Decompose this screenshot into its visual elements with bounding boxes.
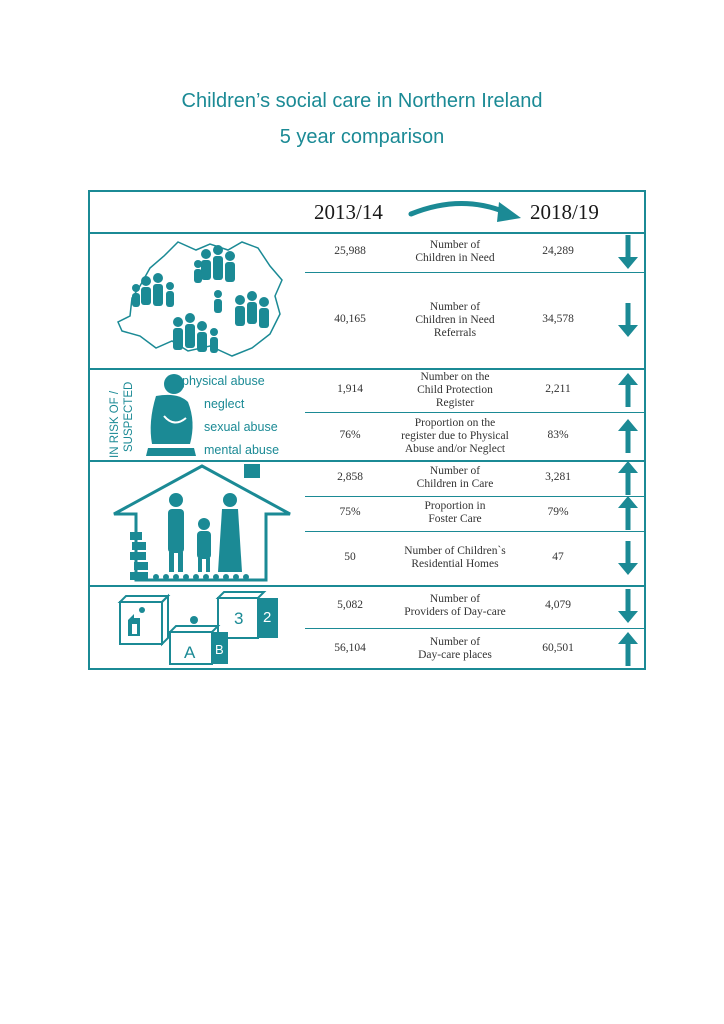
page-subtitle: 5 year comparison xyxy=(279,126,445,148)
arrow-down-icon xyxy=(616,588,640,624)
block-letter: 2 xyxy=(263,609,272,626)
row-label-line: Proportion in xyxy=(424,500,486,512)
divider xyxy=(305,272,646,273)
row-label-line: register due to Physical xyxy=(401,429,509,442)
arrow-up-icon xyxy=(616,495,640,531)
row-label xyxy=(380,417,530,456)
arrow-down-icon xyxy=(616,302,640,338)
row-label xyxy=(380,465,530,491)
row-label-line: Number of Children`s xyxy=(404,545,506,557)
row-label-line: Residential Homes xyxy=(411,558,499,570)
block-letter: A xyxy=(184,643,196,662)
row-label-line: Children in Care xyxy=(416,478,494,490)
arrow-up-icon xyxy=(616,460,640,496)
abuse-type-neglect: neglect xyxy=(204,397,245,411)
row-label-line: Foster Care xyxy=(428,513,482,525)
row-label xyxy=(380,239,530,265)
risk-label-line2: SUSPECTED xyxy=(123,381,135,452)
arrow-up-icon xyxy=(616,631,640,667)
arrow-up-icon xyxy=(616,418,640,454)
row-label xyxy=(380,636,530,662)
abuse-type-mental: mental abuse xyxy=(204,443,280,457)
arrow-down-icon xyxy=(616,540,640,576)
ni-map-people-icon xyxy=(110,236,300,364)
row-label-line: Child Protection xyxy=(417,383,493,396)
row-label-line: Register xyxy=(435,396,475,409)
row-label-line: Number of xyxy=(429,239,481,251)
arrow-up-icon xyxy=(616,372,640,408)
row-label-line: Number of xyxy=(429,300,481,313)
value-2013-14: 25,988 xyxy=(334,245,366,257)
value-2018-19: 2,211 xyxy=(545,383,571,395)
abuse-type-physical: physical abuse xyxy=(182,374,265,388)
value-2013-14: 56,104 xyxy=(334,642,366,654)
row-label-line: Proportion on the xyxy=(414,416,496,429)
row-label xyxy=(380,545,530,571)
value-2018-19: 47 xyxy=(552,551,564,563)
curved-arrow-icon xyxy=(405,198,523,226)
row-label-line: Abuse and/or Neglect xyxy=(404,442,506,455)
row-label-line: Number of xyxy=(429,636,481,648)
divider xyxy=(88,232,646,234)
row-label-line: Number of xyxy=(429,593,481,605)
row-label xyxy=(380,371,530,410)
value-2013-14: 75% xyxy=(339,506,361,518)
value-2018-19: 60,501 xyxy=(542,642,574,654)
value-2013-14: 2,858 xyxy=(337,471,363,483)
row-label-line: Day-care places xyxy=(418,649,492,661)
value-2018-19: 79% xyxy=(547,506,569,518)
arrow-down-icon xyxy=(616,234,640,270)
value-2013-14: 5,082 xyxy=(337,599,363,611)
divider xyxy=(305,628,646,629)
row-label-line: Providers of Day-care xyxy=(404,606,506,618)
value-2018-19: 24,289 xyxy=(542,245,574,257)
house-family-icon xyxy=(108,462,296,584)
row-label-line: Children in Need xyxy=(415,313,495,326)
value-2013-14: 40,165 xyxy=(334,313,366,325)
divider xyxy=(88,585,646,587)
value-2013-14: 50 xyxy=(344,551,356,563)
value-2018-19: 34,578 xyxy=(542,313,574,325)
row-label xyxy=(380,500,530,526)
divider xyxy=(305,496,646,497)
risk-label-line1: IN RISK OF / xyxy=(109,390,121,458)
block-letter: 3 xyxy=(234,609,244,628)
row-label xyxy=(380,301,530,340)
toy-blocks-icon xyxy=(112,588,288,668)
abuse-type-sexual: sexual abuse xyxy=(204,420,278,434)
row-label-line: Number on the xyxy=(420,370,490,383)
value-2013-14: 1,914 xyxy=(337,383,363,395)
divider xyxy=(305,412,646,413)
value-2018-19: 83% xyxy=(547,429,569,441)
row-label-line: Number of xyxy=(429,465,481,477)
value-2013-14: 76% xyxy=(339,429,361,441)
divider xyxy=(305,531,646,532)
divider xyxy=(88,368,646,370)
year-from: 2013/14 xyxy=(314,200,383,224)
row-label xyxy=(380,593,530,619)
row-label-line: Children in Need xyxy=(415,252,495,264)
value-2018-19: 4,079 xyxy=(545,599,571,611)
value-2018-19: 3,281 xyxy=(545,471,571,483)
page-title: Children’s social care in Northern Ireland xyxy=(181,90,543,112)
year-to: 2018/19 xyxy=(530,200,599,224)
block-letter: B xyxy=(215,642,224,657)
row-label-line: Referrals xyxy=(433,326,477,339)
